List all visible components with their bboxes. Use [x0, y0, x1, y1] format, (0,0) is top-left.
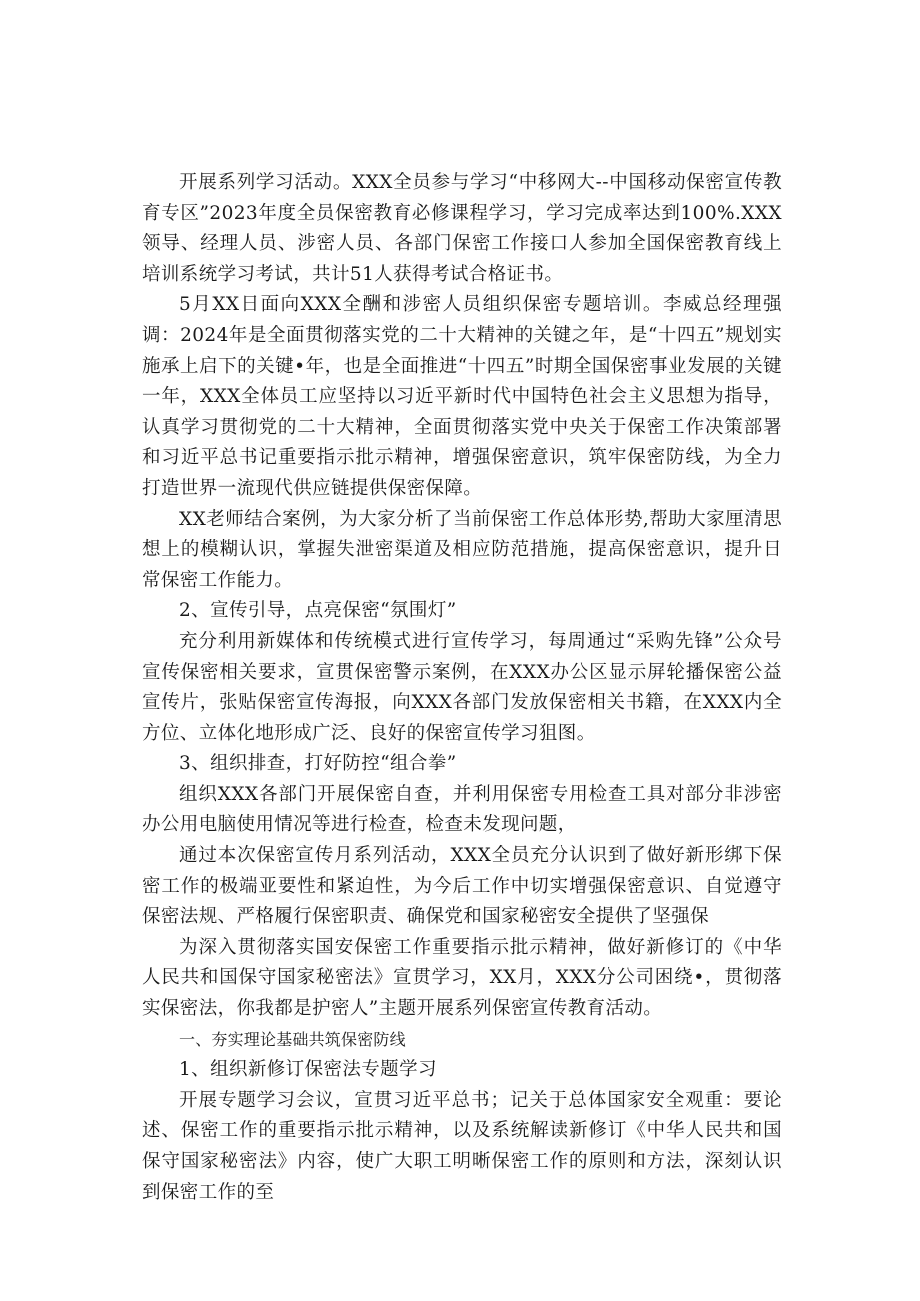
- paragraph-intro-law: 为深入贯彻落实国安保密工作重要指示批示精神，做好新修订的《中华人民共和国保守国家秘密法》宣贯学习，XX月，XXX分公司困绕•，贯彻落实保密法，你我都是护密人”主题开展系列保密宣传教育活动。: [142, 936, 782, 1020]
- section-heading-law-study: 1、组织新修订保密法专题学习: [179, 1059, 437, 1081]
- paragraph-publicity: 充分利用新媒体和传统模式进行宣传学习，每周通过“采购先锋”公众号宣传保密相关要求，宣贯保密警示案例，在XXX办公区显示屏轮播保密公益宣传片，张贴保密宣传海报，向XXX各部门发放保密相关书籍，在XXX内全方位、立体化地形成广泛、良好的保密宣传学习狙图。: [142, 630, 782, 744]
- paragraph-study-activities: 开展系列学习活动。XXX全员参与学习“中移网大--中国移动保密宣传教育专区”2023年度全员保密教育必修课程学习，学习完成率达到100%.XXX领导、经理人员、涉密人员、各部门保密工作接口人参加全国保密教育线上培训系统学习考试，共计51人获得考试合格证书。: [142, 172, 782, 285]
- section-heading-theory: 一、夯实理论基础共筑保密防线: [179, 1029, 406, 1049]
- paragraph-case-analysis: XX老师结合案例，为大家分析了当前保密工作总体形势,帮助大家厘清思想上的模糊认识，掌握失泄密渠道及相应防范措施，提高保密意识，提升日常保密工作能力。: [142, 508, 782, 591]
- section-heading-inspection: 3、组织排查，打好防控“组合拳”: [179, 753, 457, 775]
- section-heading-publicity: 2、宣传引导，点亮保密“氛围灯”: [179, 600, 457, 622]
- document-body: [142, 168, 782, 1208]
- paragraph-inspection: 组织XXX各部门开展保密自查，并利用保密专用检查工具对部分非涉密办公用电脑使用情况等进行检查，检查未发现问题，: [142, 783, 782, 836]
- paragraph-special-training: 5月XX日面向XXX全酬和涉密人员组织保密专题培训。李威总经理强调：2024年是全面贯彻落实党的二十大精神的关键之年，是“十四五”规划实施承上启下的关键•年，也是全面推进“十四五”时期全国保密事业发展的关键一年，XXX全体员工应坚持以习近平新时代中国特色社会主义思想为指导，认真学习贯彻党的二十大精神，全面贯彻落实党中央关于保密工作决策部署和习近平总书记重要指示批示精神，增强保密意识，筑牢保密防线，为全力打造世界一流现代供应链提供保密保障。: [142, 294, 782, 499]
- paragraph-summary: 通过本次保密宣传月系列活动，XXX全员充分认识到了做好新形绑下保密工作的极端亚要性和紧迫性，为今后工作中切实增强保密意识、自觉遵守保密法规、严格履行保密职责、确保党和国家秘密安全提供了坚强保: [142, 845, 782, 928]
- paragraph-law-study: 开展专题学习会议，宣贯习近平总书；记关于总体国家安全观重：要论述、保密工作的重要指示批示精神，以及系统解读新修订《中华人民共和国保守国家秘密法》内容，使广大职工明晰保密工作的原则和方法，深刻认识到保密工作的至: [142, 1089, 782, 1203]
